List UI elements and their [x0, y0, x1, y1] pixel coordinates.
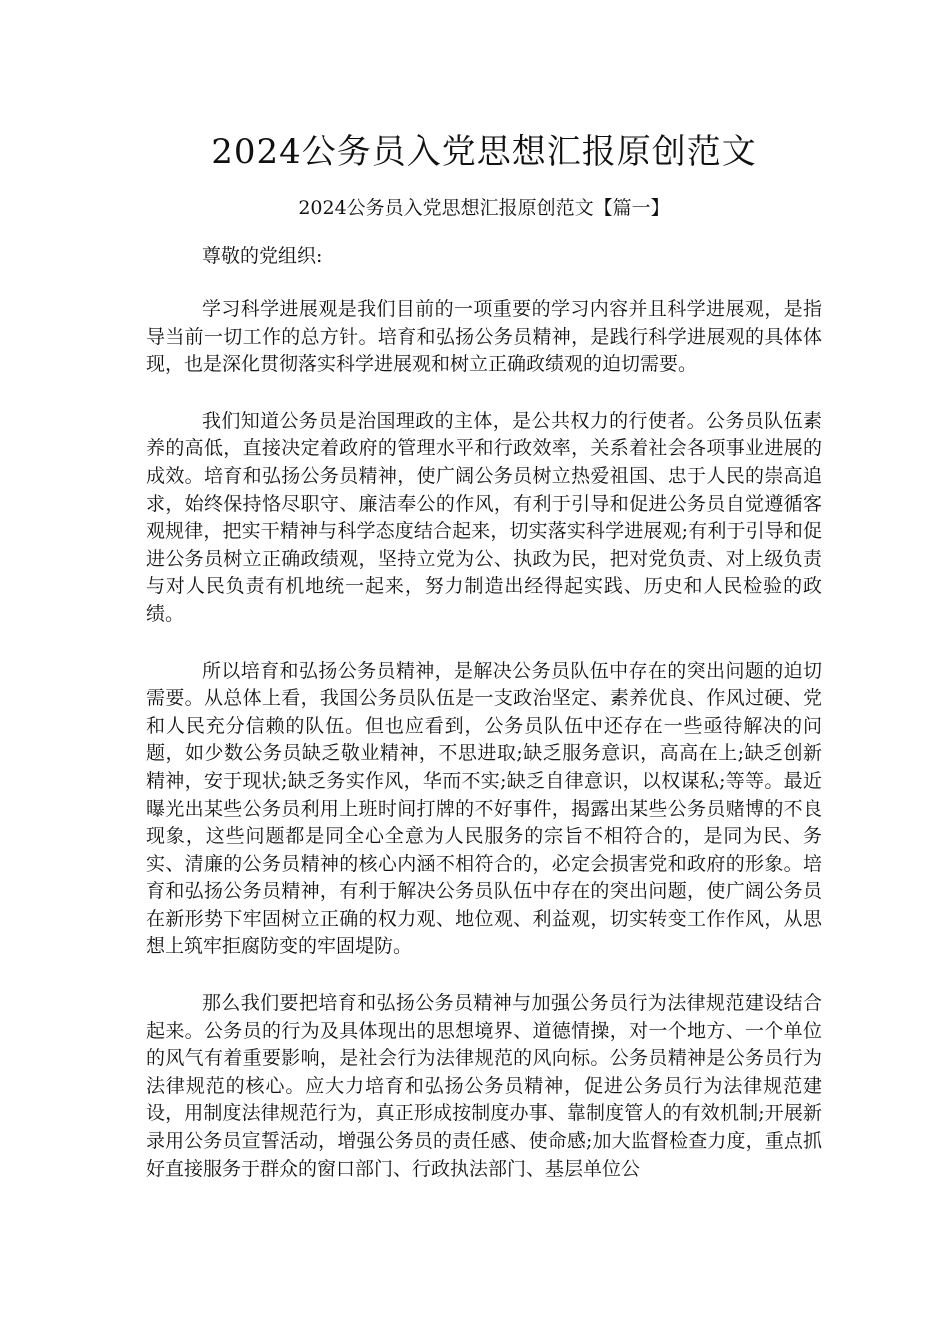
document-page	[146, 124, 822, 1183]
document-title: 2024公务员入党思想汇报原创范文	[211, 132, 757, 172]
document-subtitle: 2024公务员入党思想汇报原创范文【篇一】	[298, 197, 670, 219]
salutation: 尊敬的党组织:	[202, 245, 323, 267]
paragraph-4: 那么我们要把培育和弘扬公务员精神与加强公务员行为法律规范建设结合起来。公务员的行为及具体现出的思想境界、道德情操，对一个地方、一个单位的风气有着重要影响，是社会行为法律规范的风向标。公务员精神是公务员行为法律规范的核心。应大力培育和弘扬公务员精神，促进公务员行为法律规范建设，用制度法律规范行为，真正形成按制度办事、靠制度管人的有效机制;开展新录用公务员宣誓活动，增强公务员的责任感、使命感;加大监督检查力度，重点抓好直接服务于群众的窗口部门、行政执法部门、基层单位公	[146, 992, 822, 1180]
paragraph-2: 我们知道公务员是治国理政的主体，是公共权力的行使者。公务员队伍素养的高低，直接决定着政府的管理水平和行政效率，关系着社会各项事业进展的成效。培育和弘扬公务员精神，使广阔公务员树立热爱祖国、忠于人民的崇高追求，始终保持恪尽职守、廉洁奉公的作风，有利于引导和促进公务员自觉遵循客观规律，把实干精神与科学态度结合起来，切实落实科学进展观;有利于引导和促进公务员树立正确政绩观，坚持立党为公、执政为民，把对党负责、对上级负责与对人民负责有机地统一起来，努力制造出经得起实践、历史和人民检验的政绩。	[146, 409, 822, 625]
paragraph-1: 学习科学进展观是我们目前的一项重要的学习内容并且科学进展观，是指导当前一切工作的总方针。培育和弘扬公务员精神，是践行科学进展观的具体体现，也是深化贯彻落实科学进展观和树立正确政绩观的迫切需要。	[146, 298, 822, 376]
paragraph-3: 所以培育和弘扬公务员精神，是解决公务员队伍中存在的突出问题的迫切需要。从总体上看，我国公务员队伍是一支政治坚定、素养优良、作风过硬、党和人民充分信赖的队伍。但也应看到，公务员队伍中还存在一些亟待解决的问题，如少数公务员缺乏敬业精神，不思进取;缺乏服务意识，高高在上;缺乏创新精神，安于现状;缺乏务实作风，华而不实;缺乏自律意识，以权谋私;等等。最近曝光出某些公务员利用上班时间打牌的不好事件，揭露出某些公务员赌博的不良现象，这些问题都是同全心全意为人民服务的宗旨不相符合的，是同为民、务实、清廉的公务员精神的核心内涵不相符合的，必定会损害党和政府的形象。培育和弘扬公务员精神，有利于解决公务员队伍中存在的突出问题，使广阔公务员在新形势下牢固树立正确的权力观、地位观、利益观，切实转变工作作风，从思想上筑牢拒腐防变的牢固堤防。	[146, 659, 822, 958]
